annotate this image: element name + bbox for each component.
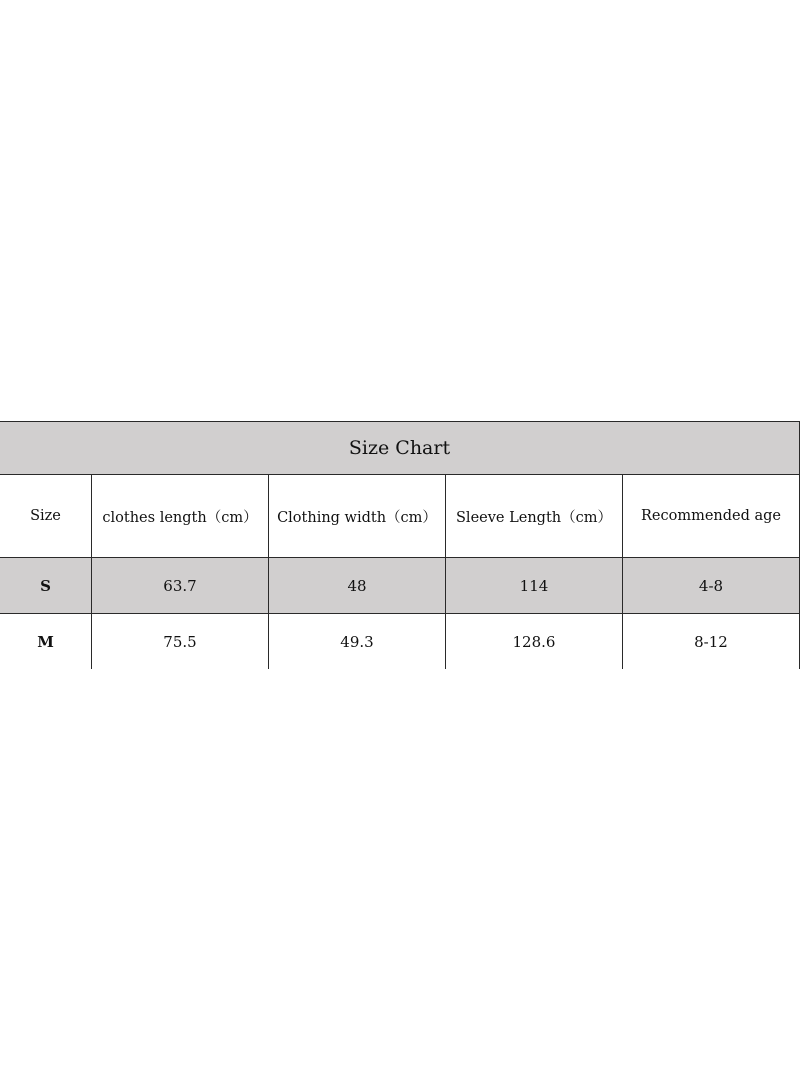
header-recommended-age: Recommended age <box>623 475 800 557</box>
cell-size: S <box>0 558 92 613</box>
header-sleeve-length: Sleeve Length（cm） <box>446 475 623 557</box>
header-clothes-length: clothes length（cm） <box>92 475 269 557</box>
cell-sleeve-length: 114 <box>446 558 623 613</box>
table-title: Size Chart <box>0 421 800 475</box>
cell-clothes-length: 75.5 <box>92 614 269 669</box>
table-row <box>0 558 800 614</box>
cell-clothes-length: 63.7 <box>92 558 269 613</box>
table-row <box>0 614 800 669</box>
cell-recommended-age: 4-8 <box>623 558 800 613</box>
cell-clothing-width: 49.3 <box>269 614 446 669</box>
header-clothing-width: Clothing width（cm） <box>269 475 446 557</box>
size-chart-table <box>0 421 800 669</box>
header-size: Size <box>0 475 92 557</box>
cell-size: M <box>0 614 92 669</box>
cell-sleeve-length: 128.6 <box>446 614 623 669</box>
cell-recommended-age: 8-12 <box>623 614 800 669</box>
table-header-row <box>0 475 800 558</box>
cell-clothing-width: 48 <box>269 558 446 613</box>
